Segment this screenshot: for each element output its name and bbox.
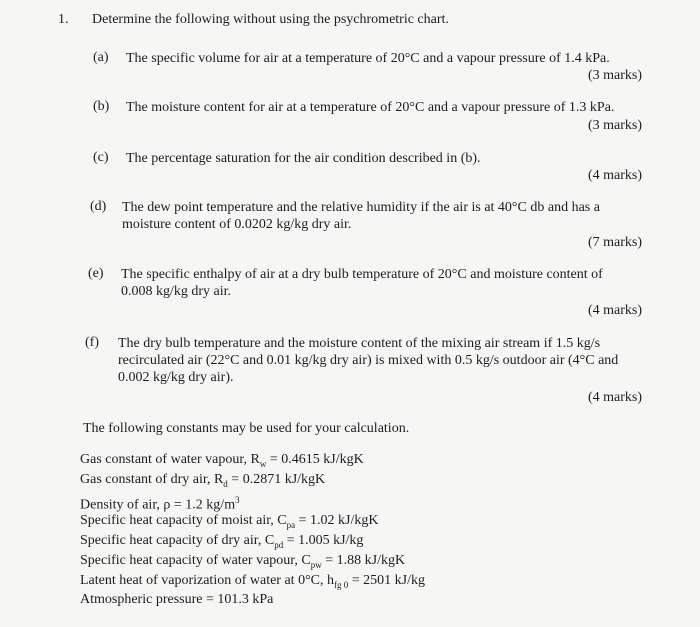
constants-heading: The following constants may be used for your calculation.: [83, 421, 410, 436]
part-e-text-line-1: The specific enthalpy of air at a dry bulb temperature of 20°C and moisture content of: [121, 267, 603, 282]
question-intro: Determine the following without using the psychrometric chart.: [92, 12, 449, 27]
part-f-text-line-1: The dry bulb temperature and the moisture content of the mixing air stream if 1.5 kg/s: [118, 336, 601, 351]
part-e-label: (e): [88, 266, 104, 281]
part-d-label: (d): [90, 199, 107, 214]
part-d-text-line-1: The dew point temperature and the relative humidity if the air is at 40°C db and has a: [122, 200, 600, 215]
part-f-text-line-2: recirculated air (22°C and 0.01 kg/kg dry air) is mixed with 0.5 kg/s outdoor air (4°C and: [118, 353, 619, 368]
constant-atmospheric-pressure: Atmospheric pressure = 101.3 kPa: [80, 592, 274, 608]
part-b-label: (b): [93, 99, 110, 114]
part-d-marks: (7 marks): [587, 235, 642, 250]
part-a-text: The specific volume for air at a temperature of 20°C and a vapour pressure of 1.4 kPa.: [126, 51, 610, 66]
part-c-label: (c): [93, 150, 109, 165]
part-f-label: (f): [85, 335, 99, 350]
part-d-text-line-2: moisture content of 0.0202 kg/kg dry air.: [122, 217, 352, 232]
constant-cp-dry-air: Specific heat capacity of dry air, $C_{pd} = 1.005$ kJ/kg: [80, 533, 364, 550]
question-number: 1.: [58, 12, 69, 27]
part-c-marks: (4 marks): [587, 168, 642, 183]
constants-list: [80, 452, 425, 608]
constant-latent-heat: Latent heat of vaporization of water at 0°C, $h_{fg 0} = 2501$ kJ/kg: [80, 572, 425, 590]
constant-gas-constant-water-vapour: Gas constant of water vapour, $R_w = 0.4615$ kJ/kgK: [80, 452, 364, 469]
constant-density-of-air: Density of air, ρ = 1.2 $kg/m^3$: [80, 494, 240, 513]
part-b-marks: (3 marks): [587, 118, 642, 133]
part-e-text-line-2: 0.008 kg/kg dry air.: [121, 284, 232, 299]
part-a-marks: (3 marks): [587, 68, 642, 83]
constant-cp-moist-air: Specific heat capacity of moist air, $C_{pa} = 1.02$ kJ/kgK: [80, 513, 379, 531]
constant-cp-water-vapour: Specific heat capacity of water vapour, $C_{pw} = 1.88$ kJ/kgK: [80, 552, 406, 570]
part-f-text-line-3: 0.002 kg/kg dry air).: [118, 370, 234, 385]
constant-gas-constant-dry-air: Gas constant of dry air, $R_d = 0.2871$ kJ/kgK: [80, 471, 326, 489]
part-f-marks: (4 marks): [587, 390, 642, 405]
part-e-marks: (4 marks): [587, 303, 642, 318]
part-c-text: The percentage saturation for the air condition described in (b).: [126, 151, 481, 166]
part-a-label: (a): [93, 50, 109, 65]
part-b-text: The moisture content for air at a temperature of 20°C and a vapour pressure of 1.3 kPa.: [126, 100, 615, 115]
